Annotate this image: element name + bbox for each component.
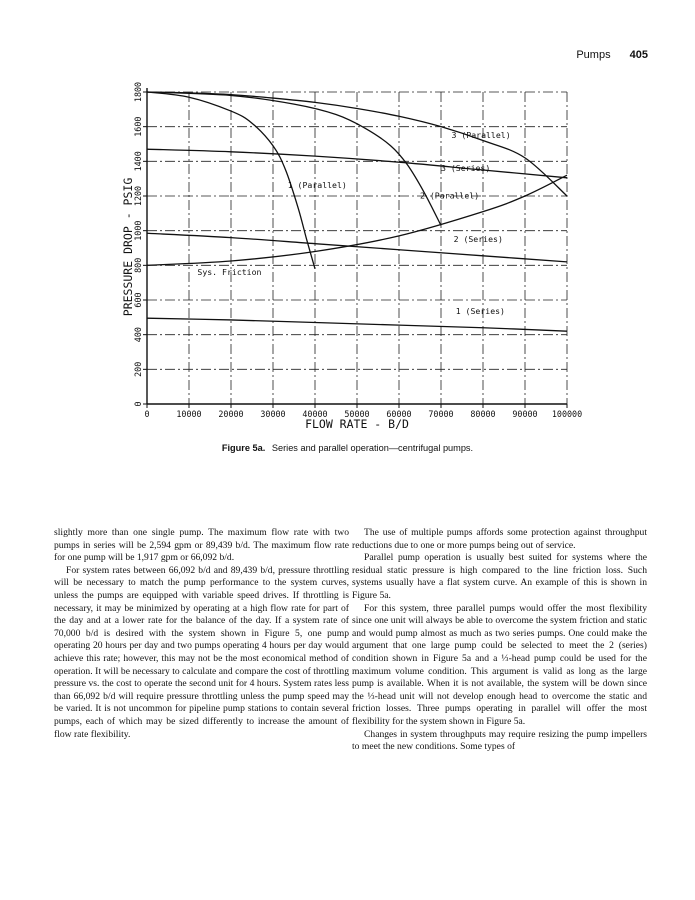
y-tick-label: 1200: [133, 185, 143, 207]
y-axis-label: PRESSURE DROP - PSIG: [121, 177, 135, 317]
x-tick-label: 60000: [386, 409, 412, 419]
chart-labels: [197, 130, 510, 316]
left-text-column: [54, 527, 349, 741]
pump-curve-chart: [0, 0, 695, 440]
x-axis-label: FLOW RATE - B/D: [305, 417, 409, 431]
curve-label-3-parallel: 3 (Parallel): [451, 129, 511, 140]
paragraph: For system rates between 66,092 b/d and 89,439 b/d, pressure throttling will be necessary to match the pump performance to the system curves, unless the pumps are equipped with variable speed drives. If throttling is necessary, it may be minimized by operating at a high flow rate for part of the day and at a lower rate for the balance of the day. If a system rate of 70,000 b/d is desired with the system shown in Figure 5, one pump operating 20 hours per day and two pumps operating 4 hours per day would achieve this rate; however, this may not be the most economical method of operation. It will be necessary to calculate and compare the cost of throttling pressure vs. the cost to operate the second unit for 4 hours. System rates less than 66,092 b/d will require pressure throttling unless the pump speed may be varied. It is not uncommon for pipeline pump stations to contain several pumps, each of which may be sized differently to increase the amount of flow rate flexibility.: [54, 564, 349, 740]
x-tick-label: 10000: [176, 409, 202, 419]
section-title: Pumps: [576, 49, 611, 61]
y-tick-label: 1600: [133, 116, 143, 137]
x-tick-label: 0: [144, 409, 150, 419]
figure-caption: [0, 443, 695, 453]
curve-label-2-parallel: 2 (Parallel): [420, 190, 480, 201]
y-tick-label: 200: [133, 361, 143, 377]
x-tick-label: 30000: [260, 409, 286, 419]
x-tick-label: 50000: [344, 409, 370, 419]
figure-label: Figure 5a.: [221, 443, 266, 453]
chart-ticks: [133, 82, 582, 419]
curve-label-3-series: 3 (Series): [441, 162, 491, 173]
curve-2-parallel: [147, 92, 441, 225]
paragraph: The use of multiple pumps affords some protection against throughput reductions due to one or more pumps being out of service.: [352, 527, 647, 551]
paragraph: slightly more than one single pump. The maximum flow rate with two pumps in series will be 2,594 gpm or 89,439 b/d. The maximum flow rate for one pump will be 1,917 gpm or 66,092 b/d.: [54, 527, 349, 564]
y-tick-label: 400: [133, 327, 143, 343]
y-tick-label: 800: [133, 257, 143, 273]
y-tick-label: 1800: [133, 81, 143, 103]
y-tick-label: 0: [133, 401, 143, 407]
curve-label-sys-friction: Sys. Friction: [197, 266, 262, 277]
x-tick-label: 70000: [428, 409, 454, 419]
y-tick-label: 1000: [133, 220, 143, 241]
y-tick-label: 600: [133, 292, 143, 308]
right-text-column: [352, 527, 647, 754]
curve-label-1-series: 1 (Series): [455, 305, 505, 316]
y-tick-label: 1400: [133, 151, 143, 172]
paragraph: Changes in system throughputs may require resizing the pump impellers to meet the new conditions. Some types of: [352, 728, 647, 753]
x-tick-label: 40000: [302, 409, 328, 419]
paragraph: For this system, three parallel pumps would offer the most flexibility since one unit will always be able to overcome the system friction and static and would pump almost as much as two series pumps. One could make the argument that one large pump could be selected to meet the 2 (series) condition shown in Figure 5a and a ⅓-head pump could be used for the maximum volume condition. This argument is valid as long as the large pump is available. When it is not available, the system will be down since the ⅓-head unit will not develop enough head to overcome the static and friction losses. Three pumps operating in parallel will offer the most flexibility for the system shown in Figure 5a.: [352, 602, 647, 727]
curve-3-parallel: [147, 92, 567, 196]
curve-label-1-parallel: 1 (Parallel): [287, 180, 347, 191]
page-number: 405: [629, 49, 648, 61]
x-tick-label: 90000: [512, 409, 538, 419]
x-tick-label: 100000: [551, 409, 583, 419]
curve-label-2-series: 2 (Series): [453, 233, 503, 244]
paragraph: Parallel pump operation is usually best suited for systems where the residual static pressure is high compared to the line friction loss. Such systems usually have a flat system curve. An example of this is shown in Figure 5a.: [352, 552, 647, 601]
figure-caption-text: Series and parallel operation—centrifugal pumps.: [271, 443, 474, 453]
x-tick-label: 80000: [470, 409, 496, 419]
x-tick-label: 20000: [218, 409, 244, 419]
